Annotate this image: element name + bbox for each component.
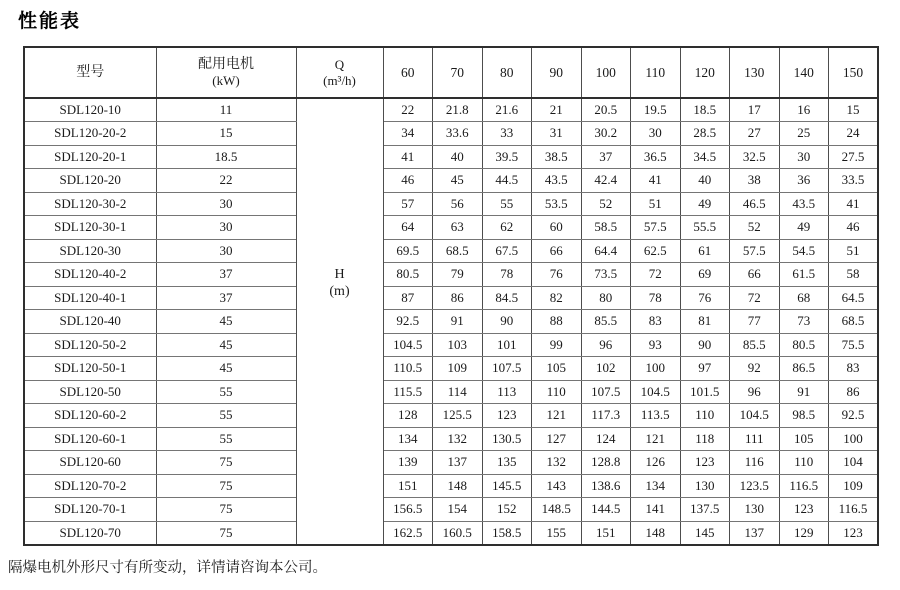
head-value-cell: 138.6: [581, 474, 631, 498]
head-value-cell: 90: [680, 333, 730, 357]
motor-header-label: 配用电机: [198, 57, 254, 72]
head-value-cell: 33: [482, 122, 532, 146]
head-value-cell: 99: [532, 333, 582, 357]
model-cell: SDL120-20-1: [24, 145, 156, 169]
head-value-cell: 148: [433, 474, 483, 498]
head-value-cell: 152: [482, 498, 532, 522]
head-value-cell: 43.5: [532, 169, 582, 193]
head-value-cell: 41: [383, 145, 433, 169]
head-value-cell: 52: [581, 192, 631, 216]
head-value-cell: 107.5: [581, 380, 631, 404]
head-value-cell: 76: [680, 286, 730, 310]
model-cell: SDL120-40: [24, 310, 156, 334]
head-value-cell: 92.5: [383, 310, 433, 334]
head-value-cell: 85.5: [581, 310, 631, 334]
footer-note: 隔爆电机外形尺寸有所变动，详情请咨询本公司。: [8, 560, 327, 576]
head-value-cell: 134: [631, 474, 681, 498]
head-value-cell: 123: [482, 404, 532, 428]
head-value-cell: 54.5: [779, 239, 829, 263]
model-cell: SDL120-50-2: [24, 333, 156, 357]
column-header-flow-70: 70: [433, 47, 483, 98]
head-value-cell: 113.5: [631, 404, 681, 428]
head-value-cell: 64.4: [581, 239, 631, 263]
header-row: [24, 47, 878, 98]
model-cell: SDL120-60-1: [24, 427, 156, 451]
model-cell: SDL120-70: [24, 521, 156, 545]
head-value-cell: 107.5: [482, 357, 532, 381]
head-value-cell: 36: [779, 169, 829, 193]
head-value-cell: 121: [532, 404, 582, 428]
head-value-cell: 37: [581, 145, 631, 169]
head-value-cell: 160.5: [433, 521, 483, 545]
head-value-cell: 20.5: [581, 98, 631, 122]
head-value-cell: 92.5: [829, 404, 879, 428]
head-value-cell: 75.5: [829, 333, 879, 357]
motor-power-cell: 30: [156, 216, 296, 240]
head-value-cell: 62: [482, 216, 532, 240]
model-cell: SDL120-60-2: [24, 404, 156, 428]
head-value-cell: 80.5: [383, 263, 433, 287]
head-value-cell: 40: [433, 145, 483, 169]
model-cell: SDL120-70-2: [24, 474, 156, 498]
head-value-cell: 17: [730, 98, 780, 122]
head-value-cell: 27: [730, 122, 780, 146]
head-value-cell: 21.6: [482, 98, 532, 122]
head-value-cell: 115.5: [383, 380, 433, 404]
head-value-cell: 110: [779, 451, 829, 475]
head-symbol: H: [334, 267, 345, 283]
head-value-cell: 61.5: [779, 263, 829, 287]
table-row: [24, 192, 878, 216]
head-value-cell: 28.5: [680, 122, 730, 146]
head-value-cell: 58.5: [581, 216, 631, 240]
head-value-cell: 25: [779, 122, 829, 146]
table-row: [24, 333, 878, 357]
head-value-cell: 66: [730, 263, 780, 287]
motor-power-cell: 37: [156, 286, 296, 310]
head-value-cell: 49: [779, 216, 829, 240]
table-row: [24, 239, 878, 263]
head-value-cell: 49: [680, 192, 730, 216]
head-value-cell: 64: [383, 216, 433, 240]
model-cell: SDL120-50: [24, 380, 156, 404]
head-value-cell: 76: [532, 263, 582, 287]
head-value-cell: 139: [383, 451, 433, 475]
model-cell: SDL120-20-2: [24, 122, 156, 146]
head-value-cell: 81: [680, 310, 730, 334]
head-value-cell: 137: [433, 451, 483, 475]
head-value-cell: 110.5: [383, 357, 433, 381]
head-value-cell: 88: [532, 310, 582, 334]
head-value-cell: 52: [730, 216, 780, 240]
head-value-cell: 156.5: [383, 498, 433, 522]
head-value-cell: 105: [532, 357, 582, 381]
head-value-cell: 51: [829, 239, 879, 263]
head-value-cell: 144.5: [581, 498, 631, 522]
head-value-cell: 85.5: [730, 333, 780, 357]
head-value-cell: 22: [383, 98, 433, 122]
head-value-cell: 57.5: [730, 239, 780, 263]
table-row: [24, 169, 878, 193]
table-row: [24, 216, 878, 240]
head-value-cell: 38.5: [532, 145, 582, 169]
model-cell: SDL120-70-1: [24, 498, 156, 522]
head-value-cell: 132: [433, 427, 483, 451]
head-value-cell: 57.5: [631, 216, 681, 240]
model-cell: SDL120-30-1: [24, 216, 156, 240]
head-value-cell: 78: [631, 286, 681, 310]
table-row: [24, 451, 878, 475]
head-value-cell: 51: [631, 192, 681, 216]
head-value-cell: 46.5: [730, 192, 780, 216]
flow-header-unit: (m³/h): [323, 72, 356, 88]
head-value-cell: 21.8: [433, 98, 483, 122]
head-value-cell: 104: [829, 451, 879, 475]
head-value-cell: 80.5: [779, 333, 829, 357]
head-value-cell: 100: [829, 427, 879, 451]
head-value-cell: 60: [532, 216, 582, 240]
head-value-cell: 123.5: [730, 474, 780, 498]
table-row: [24, 357, 878, 381]
model-cell: SDL120-50-1: [24, 357, 156, 381]
column-header-flow-150: 150: [829, 47, 879, 98]
head-value-cell: 109: [829, 474, 879, 498]
head-value-cell: 104.5: [383, 333, 433, 357]
head-value-cell: 68.5: [433, 239, 483, 263]
head-value-cell: 69.5: [383, 239, 433, 263]
head-value-cell: 58: [829, 263, 879, 287]
head-value-cell: 114: [433, 380, 483, 404]
head-value-cell: 34: [383, 122, 433, 146]
motor-power-cell: 30: [156, 239, 296, 263]
head-value-cell: 130: [730, 498, 780, 522]
head-value-cell: 57: [383, 192, 433, 216]
head-value-cell: 72: [631, 263, 681, 287]
table-row: [24, 427, 878, 451]
flow-header-symbol: Q: [334, 56, 345, 72]
head-value-cell: 100: [631, 357, 681, 381]
motor-power-cell: 55: [156, 427, 296, 451]
motor-power-cell: 55: [156, 404, 296, 428]
head-value-cell: 62.5: [631, 239, 681, 263]
head-value-cell: 97: [680, 357, 730, 381]
performance-table: [23, 46, 879, 546]
head-value-cell: 18.5: [680, 98, 730, 122]
motor-power-cell: 75: [156, 521, 296, 545]
head-value-cell: 116: [730, 451, 780, 475]
column-header-flow-90: 90: [532, 47, 582, 98]
head-value-cell: 42.4: [581, 169, 631, 193]
head-value-cell: 126: [631, 451, 681, 475]
motor-power-cell: 37: [156, 263, 296, 287]
table-row: [24, 404, 878, 428]
head-value-cell: 84.5: [482, 286, 532, 310]
head-value-cell: 155: [532, 521, 582, 545]
head-value-cell: 87: [383, 286, 433, 310]
head-value-cell: 33.6: [433, 122, 483, 146]
table-header: [24, 47, 878, 98]
head-value-cell: 39.5: [482, 145, 532, 169]
head-value-cell: 63: [433, 216, 483, 240]
head-value-cell: 90: [482, 310, 532, 334]
head-value-cell: 27.5: [829, 145, 879, 169]
head-value-cell: 132: [532, 451, 582, 475]
head-value-cell: 46: [829, 216, 879, 240]
head-value-cell: 80: [581, 286, 631, 310]
head-value-cell: 158.5: [482, 521, 532, 545]
model-cell: SDL120-60: [24, 451, 156, 475]
head-value-cell: 116.5: [779, 474, 829, 498]
head-value-cell: 33.5: [829, 169, 879, 193]
column-header-flow-140: 140: [779, 47, 829, 98]
head-value-cell: 93: [631, 333, 681, 357]
motor-power-cell: 75: [156, 451, 296, 475]
head-value-cell: 102: [581, 357, 631, 381]
motor-power-cell: 45: [156, 333, 296, 357]
head-value-cell: 151: [581, 521, 631, 545]
table-row: [24, 521, 878, 545]
head-value-cell: 73.5: [581, 263, 631, 287]
head-value-cell: 15: [829, 98, 879, 122]
head-value-cell: 66: [532, 239, 582, 263]
motor-power-cell: 55: [156, 380, 296, 404]
head-value-cell: 91: [779, 380, 829, 404]
head-value-cell: 121: [631, 427, 681, 451]
model-cell: SDL120-20: [24, 169, 156, 193]
head-value-cell: 30.2: [581, 122, 631, 146]
table-row: [24, 122, 878, 146]
column-header-flow-130: 130: [730, 47, 780, 98]
head-value-cell: 36.5: [631, 145, 681, 169]
head-value-cell: 55.5: [680, 216, 730, 240]
head-value-cell: 123: [680, 451, 730, 475]
motor-power-cell: 11: [156, 98, 296, 122]
head-value-cell: 24: [829, 122, 879, 146]
head-value-cell: 135: [482, 451, 532, 475]
head-value-cell: 137.5: [680, 498, 730, 522]
head-value-cell: 109: [433, 357, 483, 381]
table-row: [24, 263, 878, 287]
head-value-cell: 79: [433, 263, 483, 287]
head-value-cell: 113: [482, 380, 532, 404]
head-value-cell: 123: [829, 521, 879, 545]
motor-power-cell: 45: [156, 310, 296, 334]
head-value-cell: 83: [631, 310, 681, 334]
head-value-cell: 111: [730, 427, 780, 451]
model-cell: SDL120-40-1: [24, 286, 156, 310]
head-value-cell: 56: [433, 192, 483, 216]
head-value-cell: 30: [779, 145, 829, 169]
head-value-cell: 31: [532, 122, 582, 146]
head-value-cell: 34.5: [680, 145, 730, 169]
column-header-flow-80: 80: [482, 47, 532, 98]
motor-power-cell: 15: [156, 122, 296, 146]
column-header-motor-power: [156, 47, 296, 98]
model-header-label: 型号: [76, 65, 105, 80]
head-value-cell: 19.5: [631, 98, 681, 122]
head-value-cell: 105: [779, 427, 829, 451]
head-value-cell: 148: [631, 521, 681, 545]
head-value-cell: 55: [482, 192, 532, 216]
column-header-flow-110: 110: [631, 47, 681, 98]
head-value-cell: 46: [383, 169, 433, 193]
head-value-cell: 91: [433, 310, 483, 334]
head-unit: (m): [329, 284, 350, 300]
head-value-cell: 134: [383, 427, 433, 451]
page-title: 性能表: [18, 10, 82, 32]
head-value-cell: 125.5: [433, 404, 483, 428]
head-value-cell: 61: [680, 239, 730, 263]
column-header-model: [24, 47, 156, 98]
head-value-cell: 45: [433, 169, 483, 193]
head-value-cell: 103: [433, 333, 483, 357]
head-value-cell: 96: [581, 333, 631, 357]
head-value-cell: 41: [829, 192, 879, 216]
motor-power-cell: 30: [156, 192, 296, 216]
head-value-cell: 110: [680, 404, 730, 428]
head-value-cell: 86: [829, 380, 879, 404]
head-value-cell: 72: [730, 286, 780, 310]
head-value-cell: 128: [383, 404, 433, 428]
head-value-cell: 92: [730, 357, 780, 381]
head-value-cell: 154: [433, 498, 483, 522]
head-value-cell: 145.5: [482, 474, 532, 498]
head-value-cell: 86.5: [779, 357, 829, 381]
head-value-cell: 162.5: [383, 521, 433, 545]
head-unit-cell: [296, 98, 383, 545]
head-value-cell: 96: [730, 380, 780, 404]
head-value-cell: 69: [680, 263, 730, 287]
head-value-cell: 68.5: [829, 310, 879, 334]
head-value-cell: 40: [680, 169, 730, 193]
head-value-cell: 82: [532, 286, 582, 310]
head-value-cell: 64.5: [829, 286, 879, 310]
head-value-cell: 130: [680, 474, 730, 498]
column-header-flow: [296, 47, 383, 98]
head-value-cell: 30: [631, 122, 681, 146]
head-value-cell: 129: [779, 521, 829, 545]
head-value-cell: 151: [383, 474, 433, 498]
head-value-cell: 43.5: [779, 192, 829, 216]
head-value-cell: 78: [482, 263, 532, 287]
head-value-cell: 141: [631, 498, 681, 522]
motor-power-cell: 22: [156, 169, 296, 193]
head-value-cell: 123: [779, 498, 829, 522]
column-header-flow-60: 60: [383, 47, 433, 98]
head-value-cell: 98.5: [779, 404, 829, 428]
head-value-cell: 117.3: [581, 404, 631, 428]
table-row: [24, 286, 878, 310]
column-header-flow-120: 120: [680, 47, 730, 98]
table-body: [24, 98, 878, 545]
head-value-cell: 110: [532, 380, 582, 404]
head-value-cell: 32.5: [730, 145, 780, 169]
head-value-cell: 21: [532, 98, 582, 122]
head-value-cell: 127: [532, 427, 582, 451]
head-value-cell: 83: [829, 357, 879, 381]
head-value-cell: 38: [730, 169, 780, 193]
head-value-cell: 145: [680, 521, 730, 545]
head-value-cell: 53.5: [532, 192, 582, 216]
table-row: [24, 310, 878, 334]
head-value-cell: 41: [631, 169, 681, 193]
table-row: [24, 498, 878, 522]
head-value-cell: 104.5: [631, 380, 681, 404]
head-value-cell: 143: [532, 474, 582, 498]
head-value-cell: 101: [482, 333, 532, 357]
head-value-cell: 130.5: [482, 427, 532, 451]
head-value-cell: 128.8: [581, 451, 631, 475]
table-row: [24, 380, 878, 404]
motor-header-unit: (kW): [212, 73, 240, 88]
head-value-cell: 116.5: [829, 498, 879, 522]
column-header-flow-100: 100: [581, 47, 631, 98]
motor-power-cell: 75: [156, 498, 296, 522]
head-value-cell: 67.5: [482, 239, 532, 263]
table-row: [24, 474, 878, 498]
motor-power-cell: 18.5: [156, 145, 296, 169]
head-value-cell: 86: [433, 286, 483, 310]
head-value-cell: 148.5: [532, 498, 582, 522]
head-value-cell: 77: [730, 310, 780, 334]
head-value-cell: 44.5: [482, 169, 532, 193]
model-cell: SDL120-30-2: [24, 192, 156, 216]
model-cell: SDL120-30: [24, 239, 156, 263]
motor-power-cell: 45: [156, 357, 296, 381]
head-value-cell: 101.5: [680, 380, 730, 404]
head-value-cell: 118: [680, 427, 730, 451]
table-row: [24, 98, 878, 122]
head-value-cell: 104.5: [730, 404, 780, 428]
head-value-cell: 16: [779, 98, 829, 122]
head-value-cell: 68: [779, 286, 829, 310]
model-cell: SDL120-10: [24, 98, 156, 122]
motor-power-cell: 75: [156, 474, 296, 498]
head-value-cell: 73: [779, 310, 829, 334]
table-row: [24, 145, 878, 169]
model-cell: SDL120-40-2: [24, 263, 156, 287]
head-value-cell: 124: [581, 427, 631, 451]
head-value-cell: 137: [730, 521, 780, 545]
